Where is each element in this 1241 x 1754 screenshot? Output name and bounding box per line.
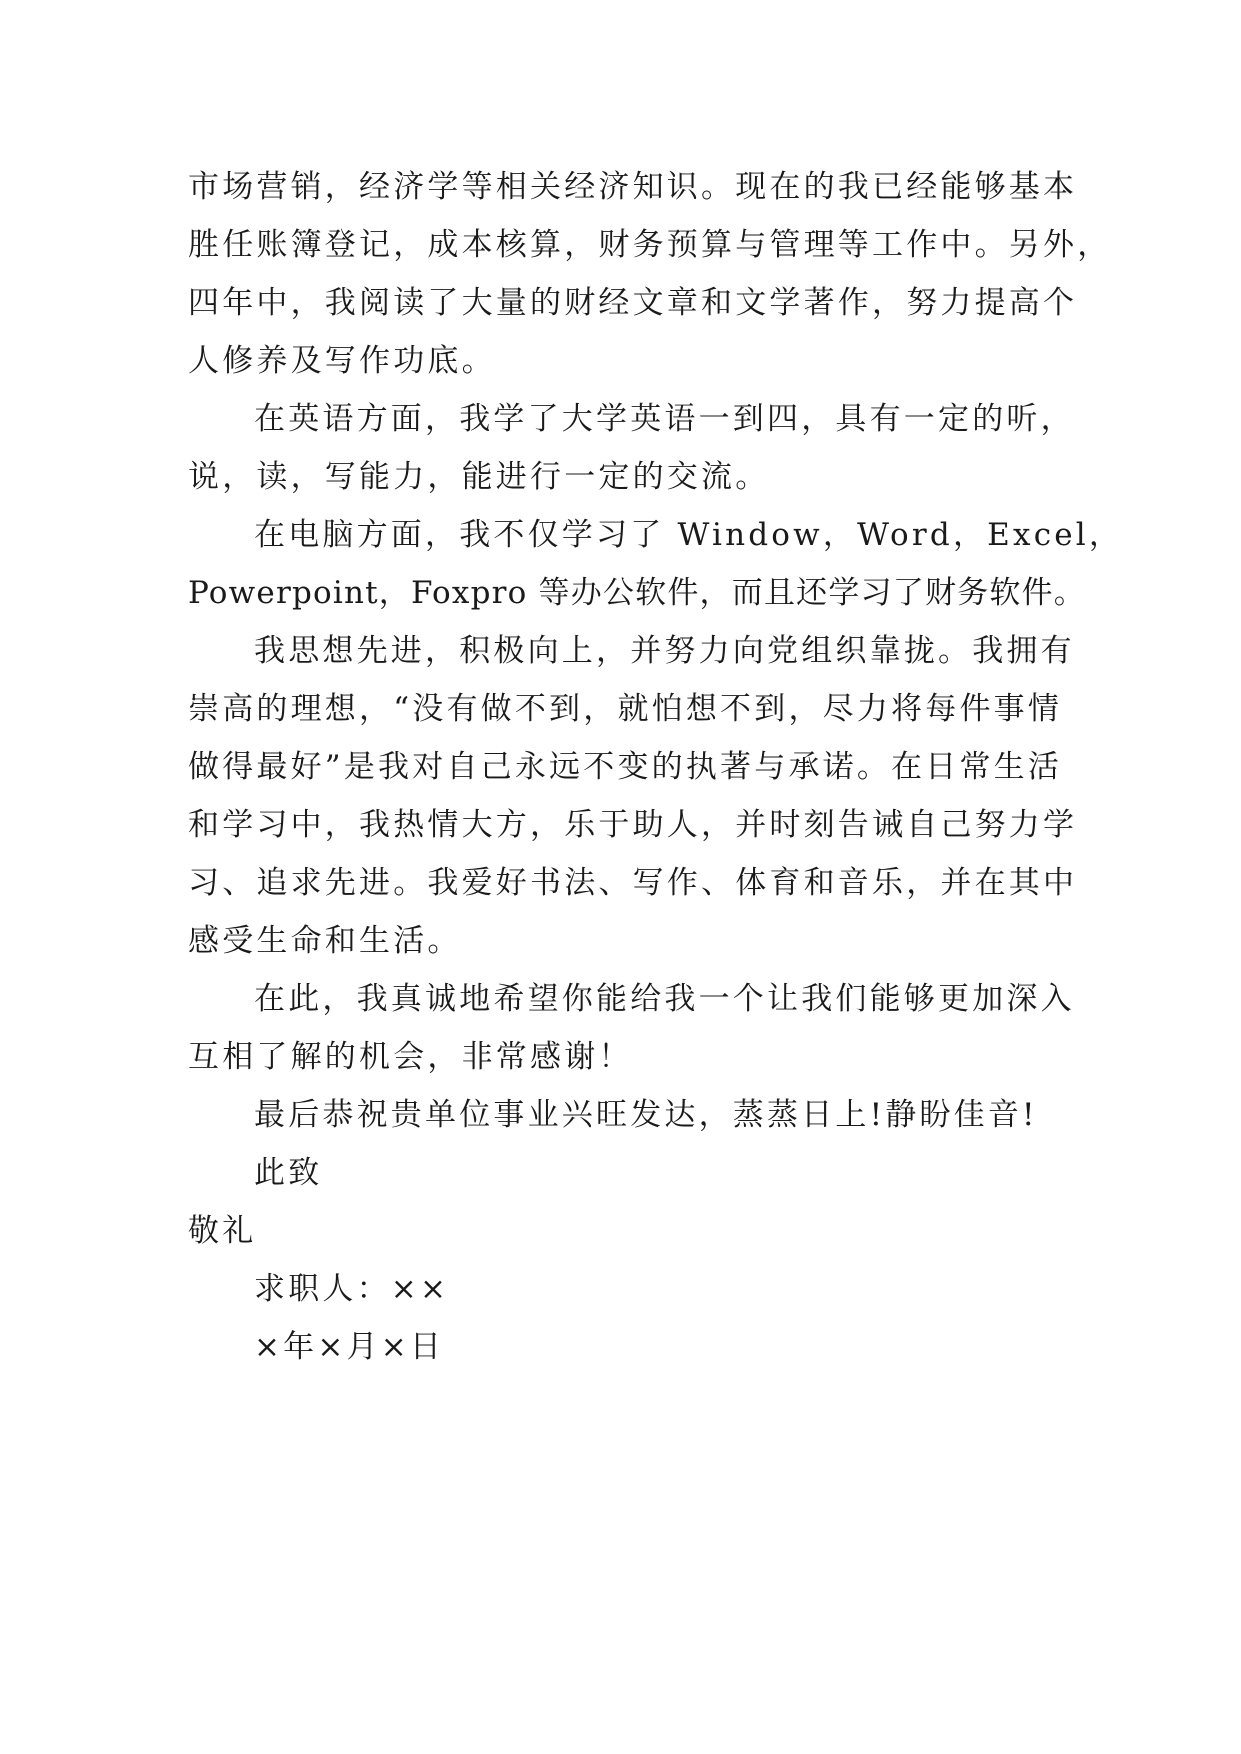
text-line: 在此，我真诚地希望你能给我一个让我们能够更加深入 bbox=[254, 981, 1075, 1017]
text-line: 胜任账簿登记，成本核算，财务预算与管理等工作中。另外， bbox=[188, 227, 1112, 263]
text-line: 在电脑方面，我不仅学习了 Window，Word，Excel， bbox=[254, 517, 1124, 553]
text-line: 最后恭祝贵单位事业兴旺发达，蒸蒸日上!静盼佳音! bbox=[254, 1097, 1038, 1133]
text-line: 崇高的理想，“没有做不到，就怕想不到，尽力将每件事情 bbox=[188, 691, 1063, 727]
text-line: 做得最好”是我对自己永远不变的执著与承诺。在日常生活 bbox=[188, 749, 1063, 785]
text-line: 市场营销，经济学等相关经济知识。现在的我已经能够基本 bbox=[188, 169, 1078, 205]
closing-regards: 敬礼 bbox=[188, 1213, 257, 1249]
letter-date: ×年×月×日 bbox=[254, 1329, 445, 1365]
letter-body bbox=[188, 158, 1124, 1376]
applicant-signature: 求职人：×× bbox=[254, 1271, 450, 1307]
text-line: 互相了解的机会，非常感谢！ bbox=[188, 1039, 633, 1075]
text-line: 我思想先进，积极向上，并努力向党组织靠拢。我拥有 bbox=[254, 633, 1075, 669]
text-line: 人修养及写作功底。 bbox=[188, 343, 496, 379]
text-line: 习、追求先进。我爱好书法、写作、体育和音乐，并在其中 bbox=[188, 865, 1078, 901]
text-line: 和学习中，我热情大方，乐于助人，并时刻告诫自己努力学 bbox=[188, 807, 1078, 843]
text-line: 感受生命和生活。 bbox=[188, 923, 462, 959]
text-line: 在英语方面，我学了大学英语一到四，具有一定的听， bbox=[254, 401, 1075, 437]
text-line: 四年中，我阅读了大量的财经文章和文学著作，努力提高个 bbox=[188, 285, 1078, 321]
text-line: 说，读，写能力，能进行一定的交流。 bbox=[188, 459, 770, 495]
text-line: Powerpoint，Foxpro 等办公软件，而且还学习了财务软件。 bbox=[188, 575, 1086, 611]
closing-salutation: 此致 bbox=[254, 1155, 323, 1191]
